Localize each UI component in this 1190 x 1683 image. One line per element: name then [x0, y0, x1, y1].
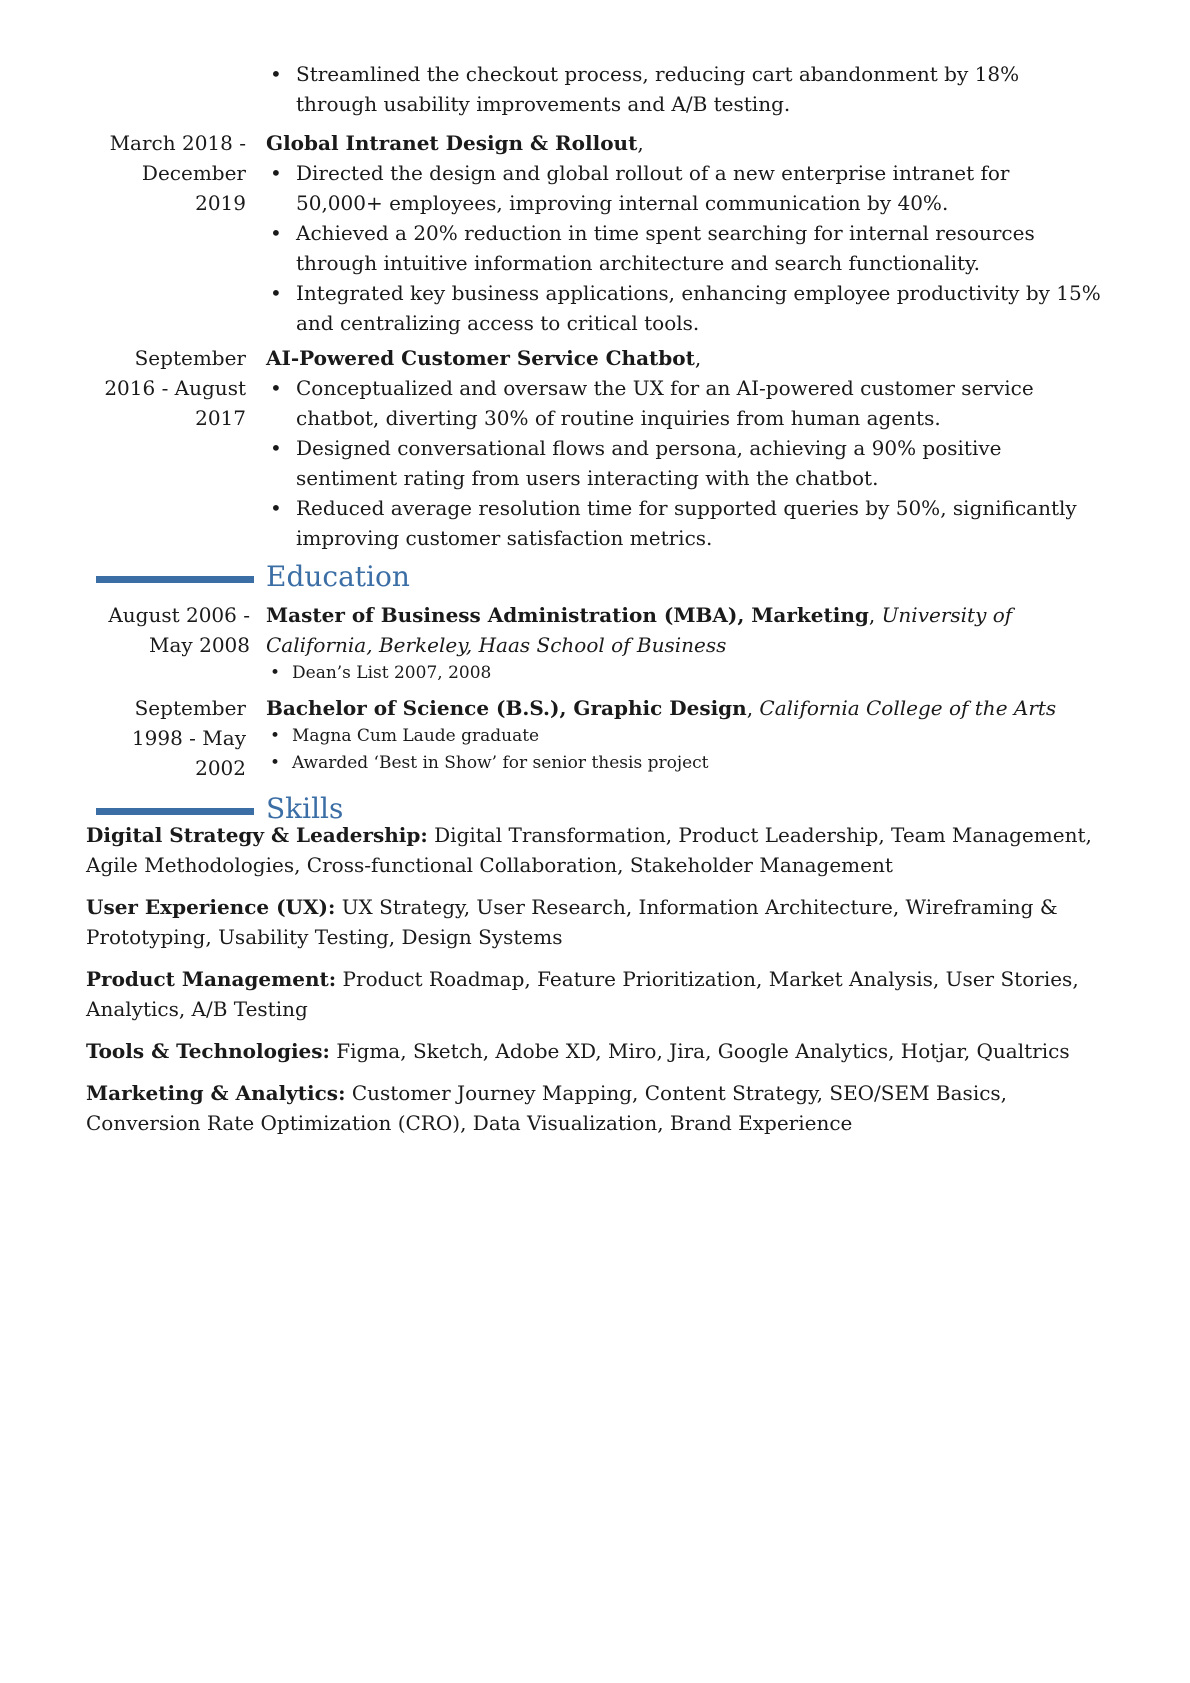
entry-date: August 2006 - May 2008 — [108, 603, 250, 657]
project-title: AI-Powered Customer Service Chatbot — [266, 346, 695, 370]
institution-name: California College of the Arts — [759, 696, 1057, 720]
list-item: • Conceptualized and oversaw the UX for an AI-powered customer service chatbot, diverting 30% of routine inquiries from human agents. — [266, 373, 1102, 433]
entry-date: September 1998 - May 2002 — [131, 696, 246, 780]
skill-items: Digital Transformation, Product Leadership, Team Management, Agile Methodologies, Cross-functional Collaboration, Stakeholder Management — [86, 823, 1092, 877]
bullet-list — [266, 59, 1102, 119]
skills-list — [86, 820, 1116, 1150]
list-item: • Achieved a 20% reduction in time spent searching for internal resources through intuitive information architecture and search functionality. — [266, 218, 1102, 278]
skill-category: Digital Strategy & Leadership: — [86, 823, 428, 847]
experience-entry — [0, 128, 1190, 338]
section-title: Skills — [266, 792, 344, 825]
skill-category: Marketing & Analytics: — [86, 1081, 346, 1105]
skill-category: Tools & Technologies: — [86, 1039, 330, 1063]
title-separator: , — [637, 131, 644, 155]
education-entry — [0, 693, 1190, 780]
skill-items: UX Strategy, User Research, Information Architecture, Wireframing & Prototyping, Usability Testing, Design Systems — [86, 895, 1058, 949]
institution-name: University of California, Berkeley, Haas School of Business — [266, 603, 1013, 657]
degree-title: Master of Business Administration (MBA), Marketing — [266, 603, 869, 627]
skill-row — [86, 964, 1116, 1024]
skill-category: User Experience (UX): — [86, 895, 336, 919]
list-item: • Directed the design and global rollout of a new enterprise intranet for 50,000+ employees, improving internal communication by 40%. — [266, 158, 1102, 218]
entry-title — [266, 128, 1102, 158]
list-item: • Streamlined the checkout process, reducing cart abandonment by 18% through usability improvements and A/B testing. — [266, 59, 1102, 119]
entry-title — [266, 693, 1102, 723]
section-title: Education — [266, 560, 410, 593]
entry-title — [266, 343, 1102, 373]
section-accent-bar — [96, 576, 254, 583]
skill-row — [86, 892, 1116, 952]
list-item: • Dean’s List 2007, 2008 — [266, 660, 1102, 687]
skill-row — [86, 1036, 1116, 1066]
list-item: • Awarded ‘Best in Show’ for senior thesis project — [266, 750, 1102, 777]
entry-date: September 2016 - August 2017 — [104, 346, 246, 430]
skill-items: Product Roadmap, Feature Prioritization, Market Analysis, User Stories, Analytics, A/B Testing — [86, 967, 1079, 1021]
bullet-list — [266, 373, 1102, 553]
education-entry — [0, 600, 1190, 687]
list-item: • Designed conversational flows and persona, achieving a 90% positive sentiment rating from users interacting with the chatbot. — [266, 433, 1102, 493]
bullet-list — [266, 723, 1102, 777]
skill-row — [86, 820, 1116, 880]
degree-title: Bachelor of Science (B.S.), Graphic Design — [266, 696, 747, 720]
skill-items: Figma, Sketch, Adobe XD, Miro, Jira, Google Analytics, Hotjar, Qualtrics — [336, 1039, 1070, 1063]
bullet-list — [266, 660, 1102, 687]
list-item: • Reduced average resolution time for supported queries by 50%, significantly improving customer satisfaction metrics. — [266, 493, 1102, 553]
skill-row — [86, 1078, 1116, 1138]
entry-title — [266, 600, 1102, 660]
skill-category: Product Management: — [86, 967, 337, 991]
education-section-header — [0, 558, 1190, 598]
title-separator: , — [694, 346, 702, 370]
list-item: • Magna Cum Laude graduate — [266, 723, 1102, 750]
bullet-list — [266, 158, 1102, 338]
project-title: Global Intranet Design & Rollout — [266, 131, 638, 155]
title-separator: , — [868, 603, 882, 627]
skill-items: Customer Journey Mapping, Content Strategy, SEO/SEM Basics, Conversion Rate Optimization (CRO), Data Visualization, Brand Experience — [86, 1081, 1008, 1135]
experience-entry — [0, 343, 1190, 553]
experience-continued — [0, 59, 1190, 119]
entry-date: March 2018 - December 2019 — [109, 131, 246, 215]
list-item: • Integrated key business applications, enhancing employee productivity by 15% and centralizing access to critical tools. — [266, 278, 1102, 338]
section-accent-bar — [96, 808, 254, 815]
title-separator: , — [746, 696, 760, 720]
